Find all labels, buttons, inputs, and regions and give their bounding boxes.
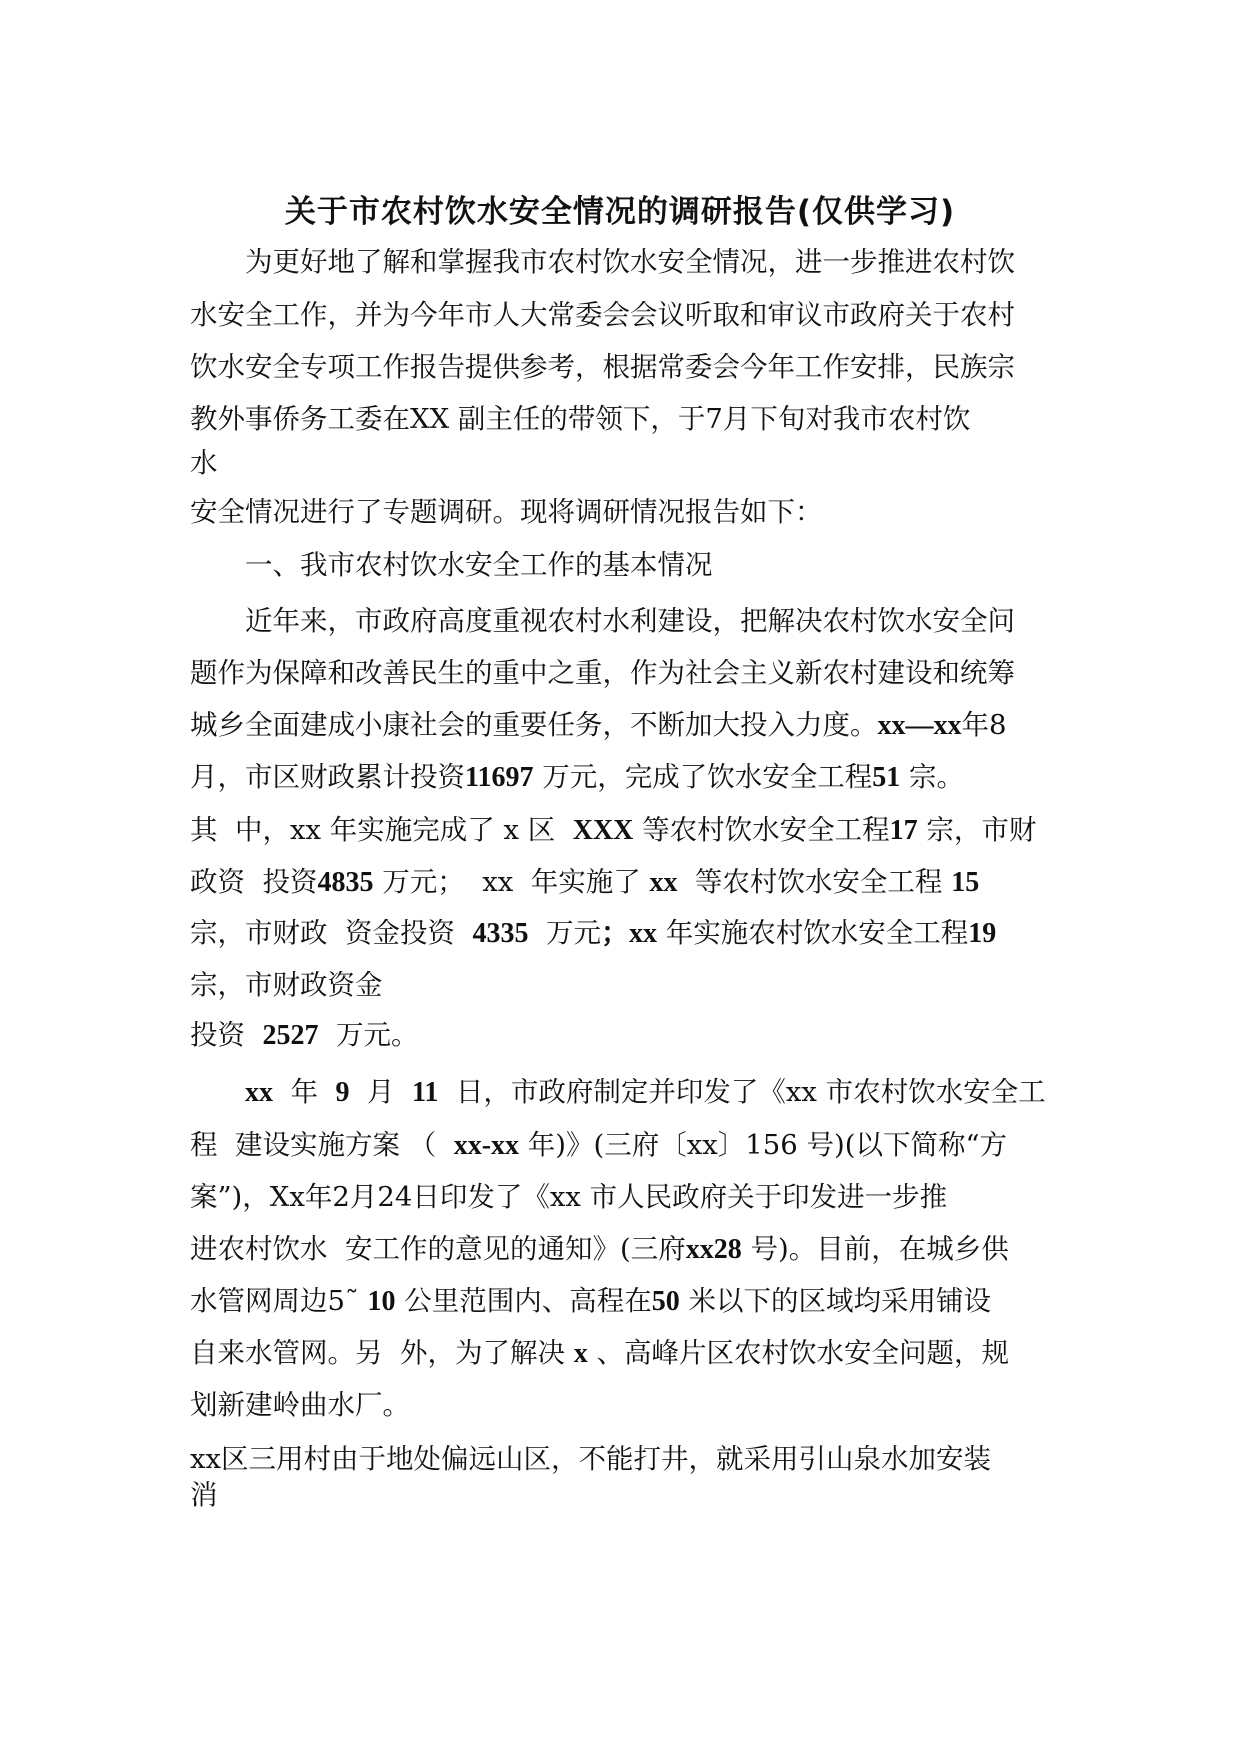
bold-text-segment: 50 [651, 1286, 680, 1317]
text-segment: 米以下的区域均采用铺设 [679, 1285, 991, 1317]
text-line [245, 604, 1015, 638]
text-segment: 案”)，Xx年2月24日印发了《xx 市人民政府关于印发进一步推 [190, 1181, 948, 1213]
bold-text-segment: 15 [951, 867, 980, 898]
text-line [190, 1284, 991, 1319]
text-segment: 万元； xx 年实施了 [373, 866, 650, 898]
text-segment: 教外事侨务工委在XX 副主任的带领下，于7月下旬对我市农村饮 [190, 403, 971, 435]
text-line [190, 402, 970, 436]
text-line [190, 1478, 218, 1512]
text-segment: 公里范围内、高程在 [395, 1285, 652, 1317]
text-segment: 自来水管网。另 外，为了解决 [190, 1337, 574, 1369]
text-segment: 水安全工作，并为今年市人大常委会会议听取和审议市政府关于农村 [190, 299, 1015, 331]
text-segment: 年实施农村饮水安全工程 [656, 917, 969, 949]
text-segment: 为更好地了解和掌握我市农村饮水安全情况，进一步推进农村饮 [245, 246, 1015, 278]
text-line [190, 446, 218, 480]
bold-text-segment: XXX [572, 815, 634, 846]
text-segment: 投资 [190, 1019, 263, 1051]
text-segment: 宗，市财政 资金投资 [190, 917, 473, 949]
bold-text-segment: 11697 [465, 762, 534, 793]
text-line [190, 1442, 991, 1476]
bold-text-segment: 10 [367, 1286, 396, 1317]
bold-text-segment: 2527 [262, 1020, 319, 1051]
text-line [190, 760, 964, 795]
text-segment: 宗。 [900, 761, 964, 793]
text-segment: 年 [273, 1076, 336, 1108]
text-line [190, 1232, 1009, 1267]
text-segment: 饮水安全专项工作报告提供参考，根据常委会今年工作安排，民族宗 [190, 351, 1015, 383]
text-line [190, 916, 996, 951]
text-segment: 其 中，xx 年实施完成了 x 区 [190, 814, 573, 846]
bold-text-segment: 4335 [472, 918, 529, 949]
text-segment: 城乡全面建成小康社会的重要任务，不断加大投入力度。 [190, 709, 878, 741]
text-segment: 年)》(三府〔xx〕156 号)(以下简称“方 [519, 1129, 1008, 1161]
text-segment: 日，市政府制定并印发了《xx 市农村饮水安全工 [438, 1076, 1046, 1108]
text-line [190, 1336, 1009, 1371]
text-segment: 、高峰片区农村饮水安全问题，规 [587, 1337, 1009, 1369]
text-segment: 进农村饮水 安工作的意见的通知》(三府 [190, 1233, 686, 1265]
text-line [245, 548, 713, 582]
text-line [190, 708, 1007, 743]
text-segment: 消 [190, 1479, 218, 1511]
text-line [190, 1018, 418, 1053]
text-segment: 年8 [961, 709, 1007, 741]
text-segment: 一、我市农村饮水安全工作的基本情况 [245, 549, 713, 581]
text-segment: 水管网周边5˜ [190, 1285, 368, 1317]
text-segment: 划新建岭曲水厂。 [190, 1389, 410, 1421]
text-line [190, 1180, 947, 1214]
text-line [190, 495, 823, 529]
bold-text-segment: xx-xx [453, 1130, 520, 1161]
text-line [190, 865, 979, 900]
bold-text-segment: x [573, 1338, 588, 1369]
text-segment: 等农村饮水安全工程 [677, 866, 952, 898]
text-segment: 近年来，市政府高度重视农村水利建设，把解决农村饮水安全问 [245, 605, 1015, 637]
text-line [190, 1128, 1007, 1163]
bold-text-segment: ；xx [600, 918, 657, 949]
text-segment: 水 [190, 447, 218, 479]
text-segment: 万元，完成了饮水安全工程 [533, 761, 873, 793]
text-segment: 程 建设实施方案 （ [190, 1129, 454, 1161]
text-segment: 万元 [528, 917, 601, 949]
text-segment: 宗，市财政资金 [190, 969, 383, 1001]
bold-text-segment: 51 [872, 762, 901, 793]
bold-text-segment: xx [649, 867, 678, 898]
text-line [190, 1388, 410, 1422]
bold-text-segment: 17 [889, 815, 918, 846]
text-line [190, 968, 383, 1002]
text-segment: 等农村饮水安全工程 [633, 814, 890, 846]
text-line [190, 298, 1015, 332]
bold-text-segment: xx [245, 1077, 273, 1108]
text-line [190, 656, 1015, 690]
text-line [245, 1075, 1046, 1110]
document-title: 关于市农村饮水安全情况的调研报告(仅供学习) [284, 194, 956, 230]
text-segment: 题作为保障和改善民生的重中之重，作为社会主义新农村建设和统筹 [190, 657, 1015, 689]
text-segment: xx区三用村由于地处偏远山区，不能打井，就采用引山泉水加安装 [190, 1443, 992, 1475]
text-segment: 月，市区财政累计投资 [190, 761, 465, 793]
text-segment: 宗，市财 [917, 814, 1037, 846]
text-segment: 政资 投资 [190, 866, 318, 898]
bold-text-segment: xx—xx [877, 710, 962, 741]
bold-text-segment: 9 [335, 1077, 350, 1108]
text-line [190, 350, 1015, 384]
text-segment: 安全情况进行了专题调研。现将调研情况报告如下： [190, 496, 823, 528]
bold-text-segment: 19 [968, 918, 997, 949]
text-line [245, 245, 1015, 279]
text-segment: 万元。 [318, 1019, 419, 1051]
text-line [190, 813, 1036, 848]
text-segment: 号)。目前，在城乡供 [741, 1233, 1009, 1265]
bold-text-segment: xx28 [685, 1234, 742, 1265]
bold-text-segment: 11 [411, 1077, 439, 1108]
text-segment: 月 [349, 1076, 412, 1108]
bold-text-segment: 4835 [317, 867, 374, 898]
